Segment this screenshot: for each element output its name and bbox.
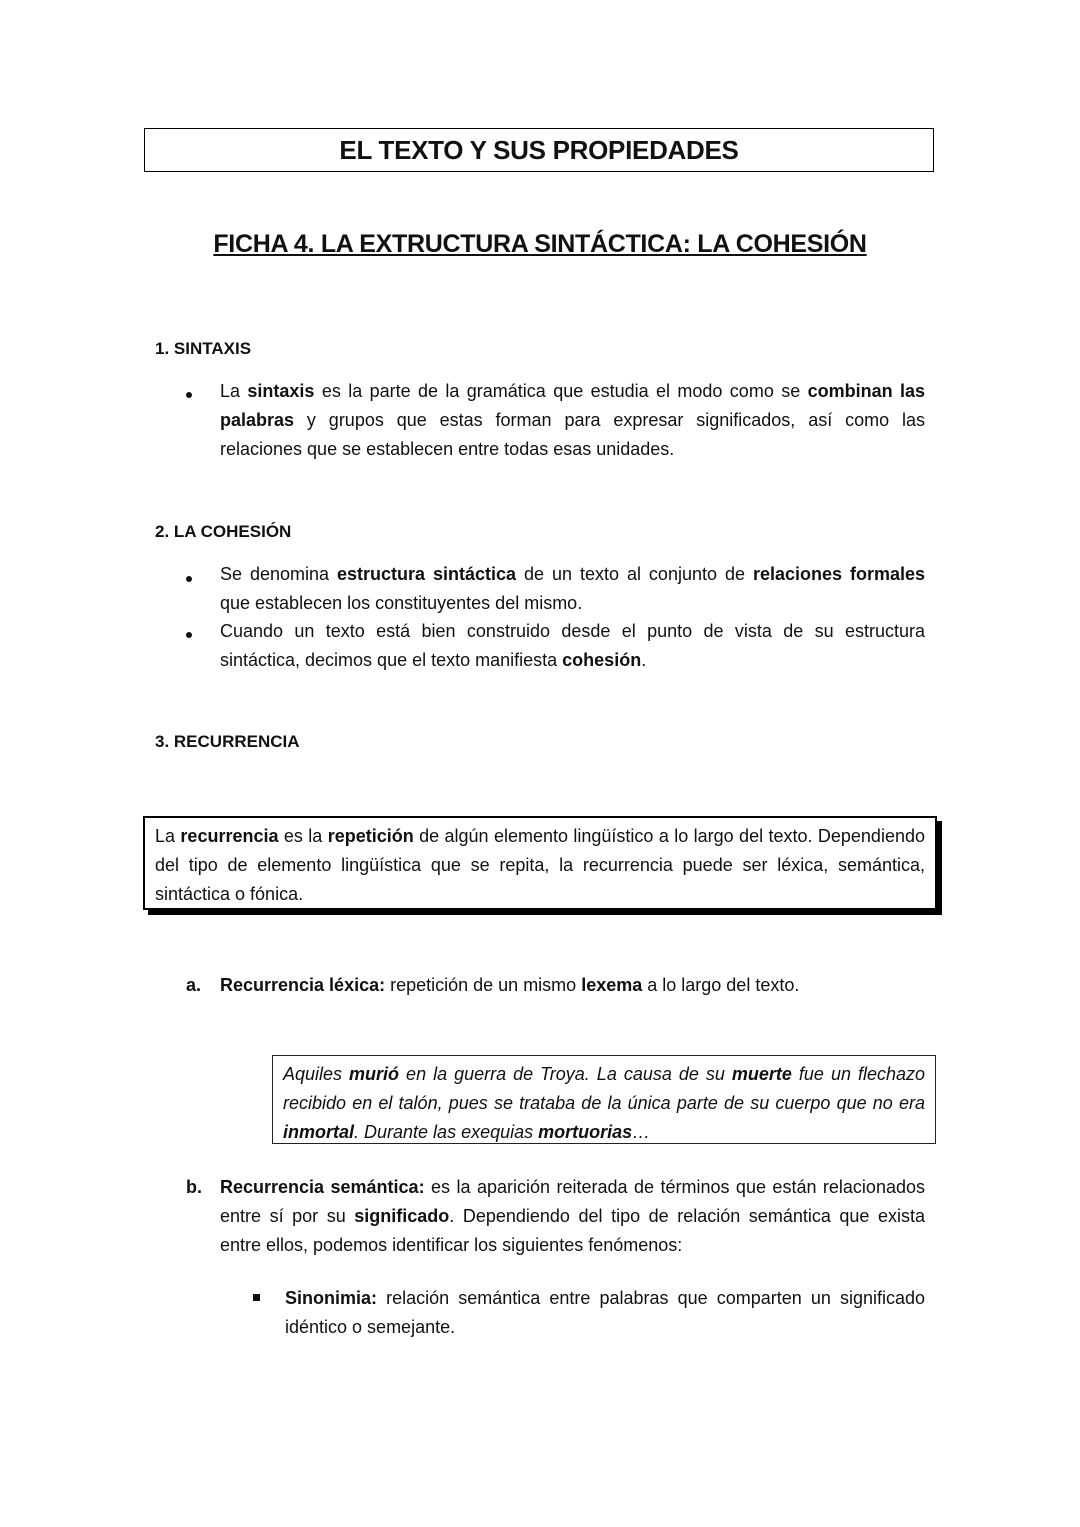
item-letter-a: a. — [186, 975, 202, 995]
sinonimia-paragraph: Sinonimia: relación semántica entre palabras que comparten un significado idéntico o semejante. — [285, 1288, 925, 1337]
square-bullet-icon — [253, 1294, 260, 1301]
section-heading-recurrencia: 3. RECURRENCIA — [155, 732, 300, 751]
cohesion-paragraph-1: Se denomina estructura sintáctica de un texto al conjunto de relaciones formales que establecen los constituyentes del mismo. — [220, 564, 925, 613]
document-title-text: EL TEXTO Y SUS PROPIEDADES — [339, 134, 739, 165]
bullet-dot — [186, 392, 192, 398]
example-text: Aquiles murió en la guerra de Troya. La causa de su muerte fue un flechazo recibido en el talón, pues se trataba de la única parte de su cuerpo que no era inmortal. Durante las exequias mortuorias… — [283, 1064, 926, 1142]
section-heading-sintaxis: 1. SINTAXIS — [155, 339, 252, 358]
recurrencia-definition-box — [143, 816, 937, 910]
recurrencia-definition: La recurrencia es la repetición de algún elemento lingüístico a lo largo del texto. Dependiendo del tipo de elemento lingüística que se repita, la recurrencia puede ser léxica, semántica, sintáctica o fónica. — [155, 826, 925, 904]
recurrencia-lexica-paragraph: Recurrencia léxica: repetición de un mismo lexema a lo largo del texto. — [220, 975, 800, 995]
section-heading-cohesion: 2. LA COHESIÓN — [155, 522, 292, 541]
item-letter-b: b. — [186, 1177, 202, 1197]
bullet-dot — [186, 576, 192, 582]
sintaxis-paragraph: La sintaxis es la parte de la gramática que estudia el modo como se combinan las palabras y grupos que estas forman para expresar significados, así como las relaciones que se establecen entre todas esas unidades. — [220, 381, 925, 459]
document-title — [144, 128, 934, 172]
example-box — [272, 1055, 936, 1144]
recurrencia-semantica-paragraph: Recurrencia semántica: es la aparición reiterada de términos que están relacionados entre sí por su significado. Dependiendo del tipo de relación semántica que exista entre ellos, podemos identificar los siguientes fenómenos: — [220, 1177, 926, 1255]
document-subtitle: FICHA 4. LA EXTRUCTURA SINTÁCTICA: LA COHESIÓN — [213, 230, 867, 258]
cohesion-paragraph-2: Cuando un texto está bien construido desde el punto de vista de su estructura sintáctica, decimos que el texto manifiesta cohesión. — [220, 621, 925, 670]
bullet-dot — [186, 632, 192, 638]
